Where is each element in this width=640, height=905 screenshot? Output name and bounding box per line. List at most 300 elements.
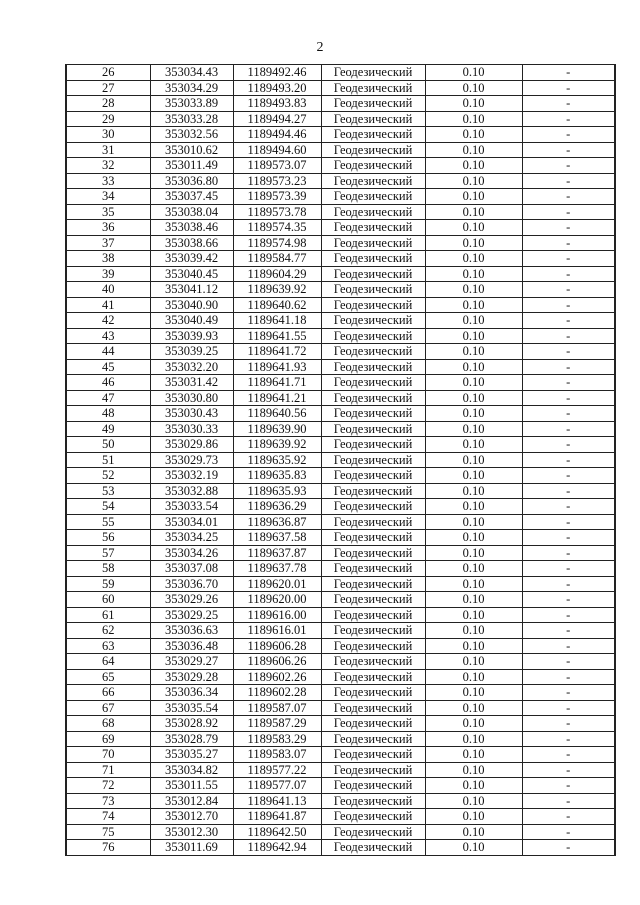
method-cell: Геодезический	[321, 80, 425, 96]
accuracy-cell: 0.10	[425, 220, 522, 236]
method-cell: Геодезический	[321, 592, 425, 608]
note-cell: -	[522, 809, 615, 825]
method-cell: Геодезический	[321, 468, 425, 484]
point-number-cell: 70	[66, 747, 150, 763]
note-cell: -	[522, 421, 615, 437]
accuracy-cell: 0.10	[425, 344, 522, 360]
table-row	[66, 189, 615, 205]
y-coordinate-cell: 1189493.20	[233, 80, 321, 96]
y-coordinate-cell: 1189640.56	[233, 406, 321, 422]
y-coordinate-cell: 1189606.28	[233, 638, 321, 654]
x-coordinate-cell: 353034.29	[150, 80, 233, 96]
y-coordinate-cell: 1189635.93	[233, 483, 321, 499]
table-row	[66, 716, 615, 732]
point-number-cell: 30	[66, 127, 150, 143]
point-number-cell: 49	[66, 421, 150, 437]
table-row	[66, 638, 615, 654]
method-cell: Геодезический	[321, 778, 425, 794]
note-cell: -	[522, 96, 615, 112]
accuracy-cell: 0.10	[425, 282, 522, 298]
y-coordinate-cell: 1189494.60	[233, 142, 321, 158]
accuracy-cell: 0.10	[425, 716, 522, 732]
note-cell: -	[522, 824, 615, 840]
accuracy-cell: 0.10	[425, 111, 522, 127]
note-cell: -	[522, 452, 615, 468]
table-row	[66, 607, 615, 623]
method-cell: Геодезический	[321, 576, 425, 592]
table-row	[66, 328, 615, 344]
y-coordinate-cell: 1189616.00	[233, 607, 321, 623]
point-number-cell: 55	[66, 514, 150, 530]
x-coordinate-cell: 353032.56	[150, 127, 233, 143]
note-cell: -	[522, 716, 615, 732]
table-row	[66, 297, 615, 313]
y-coordinate-cell: 1189636.87	[233, 514, 321, 530]
point-number-cell: 42	[66, 313, 150, 329]
table-row	[66, 685, 615, 701]
y-coordinate-cell: 1189635.83	[233, 468, 321, 484]
accuracy-cell: 0.10	[425, 313, 522, 329]
accuracy-cell: 0.10	[425, 607, 522, 623]
method-cell: Геодезический	[321, 716, 425, 732]
x-coordinate-cell: 353034.25	[150, 530, 233, 546]
table-row	[66, 96, 615, 112]
x-coordinate-cell: 353034.43	[150, 65, 233, 81]
accuracy-cell: 0.10	[425, 468, 522, 484]
method-cell: Геодезический	[321, 189, 425, 205]
y-coordinate-cell: 1189641.72	[233, 344, 321, 360]
x-coordinate-cell: 353036.34	[150, 685, 233, 701]
note-cell: -	[522, 793, 615, 809]
note-cell: -	[522, 111, 615, 127]
x-coordinate-cell: 353040.45	[150, 266, 233, 282]
note-cell: -	[522, 685, 615, 701]
y-coordinate-cell: 1189637.58	[233, 530, 321, 546]
point-number-cell: 71	[66, 762, 150, 778]
accuracy-cell: 0.10	[425, 669, 522, 685]
method-cell: Геодезический	[321, 297, 425, 313]
point-number-cell: 66	[66, 685, 150, 701]
note-cell: -	[522, 576, 615, 592]
table-row	[66, 468, 615, 484]
accuracy-cell: 0.10	[425, 840, 522, 856]
method-cell: Геодезический	[321, 142, 425, 158]
accuracy-cell: 0.10	[425, 545, 522, 561]
note-cell: -	[522, 127, 615, 143]
note-cell: -	[522, 313, 615, 329]
accuracy-cell: 0.10	[425, 731, 522, 747]
point-number-cell: 72	[66, 778, 150, 794]
y-coordinate-cell: 1189494.46	[233, 127, 321, 143]
method-cell: Геодезический	[321, 700, 425, 716]
method-cell: Геодезический	[321, 499, 425, 515]
note-cell: -	[522, 561, 615, 577]
note-cell: -	[522, 499, 615, 515]
x-coordinate-cell: 353029.86	[150, 437, 233, 453]
table-row	[66, 809, 615, 825]
x-coordinate-cell: 353012.30	[150, 824, 233, 840]
note-cell: -	[522, 778, 615, 794]
y-coordinate-cell: 1189577.22	[233, 762, 321, 778]
method-cell: Геодезический	[321, 390, 425, 406]
point-number-cell: 54	[66, 499, 150, 515]
y-coordinate-cell: 1189494.27	[233, 111, 321, 127]
method-cell: Геодезический	[321, 406, 425, 422]
accuracy-cell: 0.10	[425, 561, 522, 577]
x-coordinate-cell: 353039.42	[150, 251, 233, 267]
y-coordinate-cell: 1189573.39	[233, 189, 321, 205]
point-number-cell: 44	[66, 344, 150, 360]
table-row	[66, 731, 615, 747]
note-cell: -	[522, 158, 615, 174]
point-number-cell: 39	[66, 266, 150, 282]
method-cell: Геодезический	[321, 514, 425, 530]
x-coordinate-cell: 353032.20	[150, 359, 233, 375]
y-coordinate-cell: 1189639.90	[233, 421, 321, 437]
note-cell: -	[522, 437, 615, 453]
table-row	[66, 142, 615, 158]
method-cell: Геодезический	[321, 375, 425, 391]
method-cell: Геодезический	[321, 545, 425, 561]
note-cell: -	[522, 669, 615, 685]
y-coordinate-cell: 1189641.87	[233, 809, 321, 825]
x-coordinate-cell: 353038.04	[150, 204, 233, 220]
table-row	[66, 530, 615, 546]
x-coordinate-cell: 353040.90	[150, 297, 233, 313]
method-cell: Геодезический	[321, 747, 425, 763]
x-coordinate-cell: 353028.79	[150, 731, 233, 747]
table-row	[66, 235, 615, 251]
table-row	[66, 173, 615, 189]
note-cell: -	[522, 189, 615, 205]
accuracy-cell: 0.10	[425, 824, 522, 840]
method-cell: Геодезический	[321, 654, 425, 670]
point-number-cell: 64	[66, 654, 150, 670]
table-row	[66, 220, 615, 236]
y-coordinate-cell: 1189584.77	[233, 251, 321, 267]
method-cell: Геодезический	[321, 158, 425, 174]
method-cell: Геодезический	[321, 607, 425, 623]
method-cell: Геодезический	[321, 421, 425, 437]
method-cell: Геодезический	[321, 483, 425, 499]
method-cell: Геодезический	[321, 762, 425, 778]
note-cell: -	[522, 514, 615, 530]
method-cell: Геодезический	[321, 731, 425, 747]
x-coordinate-cell: 353035.54	[150, 700, 233, 716]
y-coordinate-cell: 1189587.29	[233, 716, 321, 732]
page-number: 2	[316, 40, 324, 55]
note-cell: -	[522, 344, 615, 360]
y-coordinate-cell: 1189583.07	[233, 747, 321, 763]
method-cell: Геодезический	[321, 251, 425, 267]
point-number-cell: 53	[66, 483, 150, 499]
accuracy-cell: 0.10	[425, 375, 522, 391]
method-cell: Геодезический	[321, 638, 425, 654]
accuracy-cell: 0.10	[425, 514, 522, 530]
x-coordinate-cell: 353039.25	[150, 344, 233, 360]
y-coordinate-cell: 1189639.92	[233, 282, 321, 298]
accuracy-cell: 0.10	[425, 809, 522, 825]
note-cell: -	[522, 390, 615, 406]
x-coordinate-cell: 353030.80	[150, 390, 233, 406]
y-coordinate-cell: 1189493.83	[233, 96, 321, 112]
y-coordinate-cell: 1189637.78	[233, 561, 321, 577]
method-cell: Геодезический	[321, 204, 425, 220]
point-number-cell: 76	[66, 840, 150, 856]
accuracy-cell: 0.10	[425, 96, 522, 112]
y-coordinate-cell: 1189577.07	[233, 778, 321, 794]
point-number-cell: 27	[66, 80, 150, 96]
y-coordinate-cell: 1189587.07	[233, 700, 321, 716]
accuracy-cell: 0.10	[425, 452, 522, 468]
note-cell: -	[522, 80, 615, 96]
method-cell: Геодезический	[321, 282, 425, 298]
method-cell: Геодезический	[321, 266, 425, 282]
method-cell: Геодезический	[321, 437, 425, 453]
coordinates-table	[65, 64, 616, 856]
accuracy-cell: 0.10	[425, 297, 522, 313]
y-coordinate-cell: 1189602.26	[233, 669, 321, 685]
y-coordinate-cell: 1189641.18	[233, 313, 321, 329]
method-cell: Геодезический	[321, 328, 425, 344]
point-number-cell: 56	[66, 530, 150, 546]
table-row	[66, 266, 615, 282]
x-coordinate-cell: 353036.63	[150, 623, 233, 639]
coordinates-table-container	[65, 64, 614, 856]
note-cell: -	[522, 700, 615, 716]
method-cell: Геодезический	[321, 793, 425, 809]
x-coordinate-cell: 353011.49	[150, 158, 233, 174]
point-number-cell: 41	[66, 297, 150, 313]
x-coordinate-cell: 353034.26	[150, 545, 233, 561]
point-number-cell: 35	[66, 204, 150, 220]
y-coordinate-cell: 1189641.71	[233, 375, 321, 391]
x-coordinate-cell: 353029.27	[150, 654, 233, 670]
accuracy-cell: 0.10	[425, 685, 522, 701]
accuracy-cell: 0.10	[425, 700, 522, 716]
note-cell: -	[522, 840, 615, 856]
accuracy-cell: 0.10	[425, 65, 522, 81]
x-coordinate-cell: 353031.42	[150, 375, 233, 391]
point-number-cell: 29	[66, 111, 150, 127]
note-cell: -	[522, 530, 615, 546]
accuracy-cell: 0.10	[425, 530, 522, 546]
table-row	[66, 65, 615, 81]
table-row	[66, 623, 615, 639]
accuracy-cell: 0.10	[425, 654, 522, 670]
point-number-cell: 75	[66, 824, 150, 840]
y-coordinate-cell: 1189641.13	[233, 793, 321, 809]
accuracy-cell: 0.10	[425, 173, 522, 189]
table-row	[66, 437, 615, 453]
table-row	[66, 762, 615, 778]
table-row	[66, 669, 615, 685]
x-coordinate-cell: 353011.55	[150, 778, 233, 794]
method-cell: Геодезический	[321, 824, 425, 840]
accuracy-cell: 0.10	[425, 359, 522, 375]
note-cell: -	[522, 328, 615, 344]
table-row	[66, 778, 615, 794]
point-number-cell: 68	[66, 716, 150, 732]
x-coordinate-cell: 353038.46	[150, 220, 233, 236]
note-cell: -	[522, 251, 615, 267]
x-coordinate-cell: 353038.66	[150, 235, 233, 251]
y-coordinate-cell: 1189641.21	[233, 390, 321, 406]
x-coordinate-cell: 353028.92	[150, 716, 233, 732]
method-cell: Геодезический	[321, 530, 425, 546]
point-number-cell: 36	[66, 220, 150, 236]
point-number-cell: 65	[66, 669, 150, 685]
x-coordinate-cell: 353029.26	[150, 592, 233, 608]
note-cell: -	[522, 282, 615, 298]
point-number-cell: 61	[66, 607, 150, 623]
x-coordinate-cell: 353034.01	[150, 514, 233, 530]
accuracy-cell: 0.10	[425, 142, 522, 158]
accuracy-cell: 0.10	[425, 406, 522, 422]
x-coordinate-cell: 353012.70	[150, 809, 233, 825]
y-coordinate-cell: 1189642.94	[233, 840, 321, 856]
note-cell: -	[522, 266, 615, 282]
y-coordinate-cell: 1189642.50	[233, 824, 321, 840]
note-cell: -	[522, 297, 615, 313]
point-number-cell: 58	[66, 561, 150, 577]
method-cell: Геодезический	[321, 65, 425, 81]
accuracy-cell: 0.10	[425, 390, 522, 406]
note-cell: -	[522, 747, 615, 763]
table-row	[66, 654, 615, 670]
accuracy-cell: 0.10	[425, 762, 522, 778]
x-coordinate-cell: 353035.27	[150, 747, 233, 763]
accuracy-cell: 0.10	[425, 576, 522, 592]
x-coordinate-cell: 353012.84	[150, 793, 233, 809]
note-cell: -	[522, 468, 615, 484]
method-cell: Геодезический	[321, 344, 425, 360]
x-coordinate-cell: 353011.69	[150, 840, 233, 856]
table-row	[66, 561, 615, 577]
accuracy-cell: 0.10	[425, 235, 522, 251]
table-row	[66, 840, 615, 856]
note-cell: -	[522, 220, 615, 236]
note-cell: -	[522, 592, 615, 608]
x-coordinate-cell: 353029.25	[150, 607, 233, 623]
y-coordinate-cell: 1189606.26	[233, 654, 321, 670]
accuracy-cell: 0.10	[425, 251, 522, 267]
y-coordinate-cell: 1189492.46	[233, 65, 321, 81]
method-cell: Геодезический	[321, 173, 425, 189]
y-coordinate-cell: 1189573.78	[233, 204, 321, 220]
note-cell: -	[522, 235, 615, 251]
y-coordinate-cell: 1189616.01	[233, 623, 321, 639]
table-row	[66, 313, 615, 329]
accuracy-cell: 0.10	[425, 189, 522, 205]
accuracy-cell: 0.10	[425, 204, 522, 220]
y-coordinate-cell: 1189635.92	[233, 452, 321, 468]
y-coordinate-cell: 1189573.07	[233, 158, 321, 174]
point-number-cell: 57	[66, 545, 150, 561]
table-row	[66, 251, 615, 267]
x-coordinate-cell: 353036.80	[150, 173, 233, 189]
note-cell: -	[522, 65, 615, 81]
x-coordinate-cell: 353010.62	[150, 142, 233, 158]
y-coordinate-cell: 1189637.87	[233, 545, 321, 561]
table-row	[66, 359, 615, 375]
accuracy-cell: 0.10	[425, 483, 522, 499]
y-coordinate-cell: 1189604.29	[233, 266, 321, 282]
y-coordinate-cell: 1189640.62	[233, 297, 321, 313]
table-row	[66, 390, 615, 406]
accuracy-cell: 0.10	[425, 437, 522, 453]
x-coordinate-cell: 353041.12	[150, 282, 233, 298]
method-cell: Геодезический	[321, 96, 425, 112]
x-coordinate-cell: 353029.28	[150, 669, 233, 685]
x-coordinate-cell: 353030.33	[150, 421, 233, 437]
note-cell: -	[522, 654, 615, 670]
point-number-cell: 74	[66, 809, 150, 825]
point-number-cell: 26	[66, 65, 150, 81]
y-coordinate-cell: 1189602.28	[233, 685, 321, 701]
note-cell: -	[522, 375, 615, 391]
point-number-cell: 47	[66, 390, 150, 406]
point-number-cell: 31	[66, 142, 150, 158]
point-number-cell: 67	[66, 700, 150, 716]
table-row	[66, 421, 615, 437]
point-number-cell: 40	[66, 282, 150, 298]
table-row	[66, 344, 615, 360]
accuracy-cell: 0.10	[425, 80, 522, 96]
note-cell: -	[522, 638, 615, 654]
y-coordinate-cell: 1189641.93	[233, 359, 321, 375]
x-coordinate-cell: 353032.88	[150, 483, 233, 499]
note-cell: -	[522, 204, 615, 220]
method-cell: Геодезический	[321, 111, 425, 127]
method-cell: Геодезический	[321, 840, 425, 856]
accuracy-cell: 0.10	[425, 638, 522, 654]
table-row	[66, 375, 615, 391]
x-coordinate-cell: 353036.48	[150, 638, 233, 654]
note-cell: -	[522, 545, 615, 561]
point-number-cell: 37	[66, 235, 150, 251]
accuracy-cell: 0.10	[425, 499, 522, 515]
x-coordinate-cell: 353032.19	[150, 468, 233, 484]
point-number-cell: 33	[66, 173, 150, 189]
y-coordinate-cell: 1189574.98	[233, 235, 321, 251]
method-cell: Геодезический	[321, 220, 425, 236]
x-coordinate-cell: 353039.93	[150, 328, 233, 344]
accuracy-cell: 0.10	[425, 623, 522, 639]
note-cell: -	[522, 623, 615, 639]
point-number-cell: 52	[66, 468, 150, 484]
y-coordinate-cell: 1189583.29	[233, 731, 321, 747]
accuracy-cell: 0.10	[425, 747, 522, 763]
table-row	[66, 204, 615, 220]
method-cell: Геодезический	[321, 561, 425, 577]
x-coordinate-cell: 353033.89	[150, 96, 233, 112]
table-row	[66, 747, 615, 763]
x-coordinate-cell: 353036.70	[150, 576, 233, 592]
x-coordinate-cell: 353033.28	[150, 111, 233, 127]
point-number-cell: 43	[66, 328, 150, 344]
y-coordinate-cell: 1189620.01	[233, 576, 321, 592]
note-cell: -	[522, 762, 615, 778]
point-number-cell: 38	[66, 251, 150, 267]
y-coordinate-cell: 1189636.29	[233, 499, 321, 515]
point-number-cell: 46	[66, 375, 150, 391]
point-number-cell: 45	[66, 359, 150, 375]
table-row	[66, 499, 615, 515]
note-cell: -	[522, 607, 615, 623]
point-number-cell: 73	[66, 793, 150, 809]
note-cell: -	[522, 731, 615, 747]
